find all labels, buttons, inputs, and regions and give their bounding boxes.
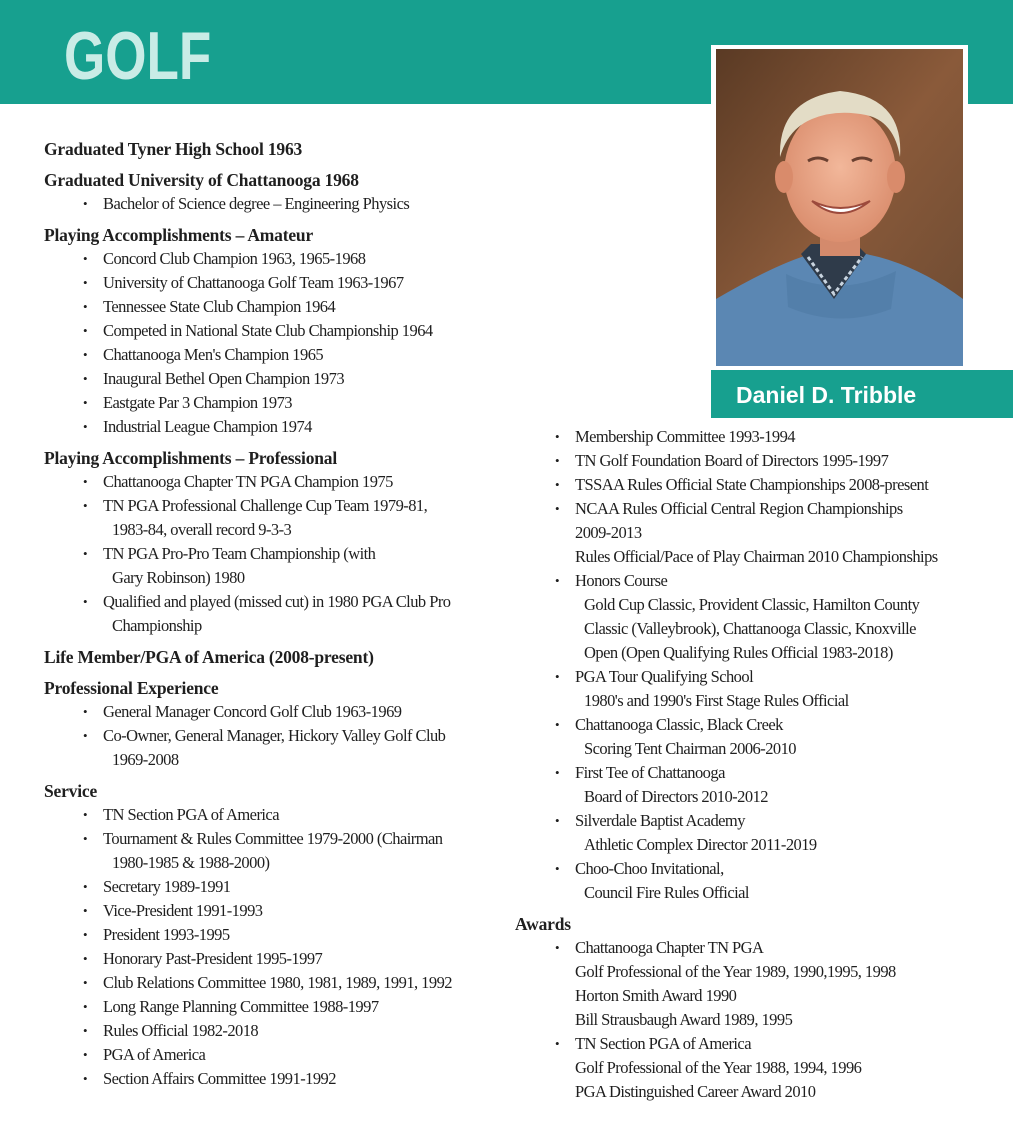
- list-item: [575, 713, 985, 761]
- awards-heading: Awards: [515, 914, 571, 934]
- list-item: [575, 936, 985, 1032]
- education-high-school: Graduated Tyner High School 1963: [44, 139, 303, 159]
- service-continued-list: [515, 425, 985, 905]
- list-item-line: Horton Smith Award 1990: [575, 986, 737, 1005]
- list-item-line: • Silverdale Baptist Academy: [575, 811, 745, 830]
- list-item: [103, 494, 504, 542]
- list-item: • Chattanooga Men's Champion 1965: [103, 343, 504, 367]
- list-item-line: • First Tee of Chattanooga: [575, 763, 725, 782]
- list-item: • Membership Committee 1993-1994: [575, 425, 985, 449]
- list-item: • Vice-President 1991-1993: [103, 899, 504, 923]
- professional-heading: Playing Accomplishments – Professional: [44, 448, 337, 468]
- list-item-line: 2009-2013: [575, 523, 642, 542]
- list-item: • Chattanooga Chapter TN PGA Champion 1975: [103, 470, 504, 494]
- list-item-line: • Chattanooga Chapter TN PGA: [575, 938, 764, 957]
- service-heading: Service: [44, 781, 98, 801]
- education-list: [44, 192, 504, 216]
- right-column: [515, 425, 985, 1104]
- list-item: • President 1993-1995: [103, 923, 504, 947]
- list-item: • Long Range Planning Committee 1988-1997: [103, 995, 504, 1019]
- list-item: • University of Chattanooga Golf Team 1963-1967: [103, 271, 504, 295]
- list-item: • TN Golf Foundation Board of Directors 1995-1997: [575, 449, 985, 473]
- list-item-line: Rules Official/Pace of Play Chairman 2010 Championships: [575, 547, 938, 566]
- list-item-line: • Chattanooga Classic, Black Creek: [575, 715, 783, 734]
- list-item-line: Open (Open Qualifying Rules Official 1983-2018): [584, 643, 893, 662]
- person-name: Daniel D. Tribble: [736, 382, 917, 408]
- list-item-line: Golf Professional of the Year 1988, 1994, 1996: [575, 1058, 862, 1077]
- portrait-photo: [716, 49, 963, 366]
- list-item: • Honorary Past-President 1995-1997: [103, 947, 504, 971]
- list-item: [575, 809, 985, 857]
- list-item-line: 1980-1985 & 1988-2000): [112, 853, 270, 872]
- list-item: [575, 857, 985, 905]
- list-item: [575, 761, 985, 809]
- list-item-line: Bill Strausbaugh Award 1989, 1995: [575, 1010, 793, 1029]
- experience-heading: Professional Experience: [44, 678, 219, 698]
- list-item: [575, 497, 985, 569]
- list-item: [103, 590, 504, 638]
- list-item-line: Council Fire Rules Official: [584, 883, 749, 902]
- professional-list: [44, 470, 504, 638]
- list-item-line: 1983-84, overall record 9-3-3: [112, 520, 292, 539]
- list-item-line: • NCAA Rules Official Central Region Championships: [575, 499, 903, 518]
- list-item: • Secretary 1989-1991: [103, 875, 504, 899]
- list-item: • Industrial League Champion 1974: [103, 415, 504, 439]
- list-item: • Competed in National State Club Championship 1964: [103, 319, 504, 343]
- list-item-line: • Co-Owner, General Manager, Hickory Valley Golf Club: [103, 726, 446, 745]
- left-column: [44, 137, 504, 1091]
- list-item: • Section Affairs Committee 1991-1992: [103, 1067, 504, 1091]
- list-item: [103, 827, 504, 875]
- list-item: [103, 724, 504, 772]
- amateur-list: [44, 247, 504, 439]
- list-item: • Eastgate Par 3 Champion 1973: [103, 391, 504, 415]
- list-item-line: • Qualified and played (missed cut) in 1980 PGA Club Pro: [103, 592, 451, 611]
- name-banner: [711, 370, 1013, 418]
- list-item-line: • Choo-Choo Invitational,: [575, 859, 724, 878]
- list-item: [103, 542, 504, 590]
- list-item-line: Gary Robinson) 1980: [112, 568, 245, 587]
- list-item: [575, 569, 985, 665]
- list-item: [575, 665, 985, 713]
- list-item: • PGA of America: [103, 1043, 504, 1067]
- list-item-line: Golf Professional of the Year 1989, 1990,1995, 1998: [575, 962, 896, 981]
- list-item: • Concord Club Champion 1963, 1965-1968: [103, 247, 504, 271]
- list-item-line: • TN PGA Pro-Pro Team Championship (with: [103, 544, 376, 563]
- list-item-line: • TN Section PGA of America: [575, 1034, 751, 1053]
- list-item: • TSSAA Rules Official State Championships 2008-present: [575, 473, 985, 497]
- list-item-line: Board of Directors 2010-2012: [584, 787, 768, 806]
- list-item: • Rules Official 1982-2018: [103, 1019, 504, 1043]
- list-item: [575, 1032, 985, 1104]
- awards-list: [515, 936, 985, 1104]
- amateur-heading: Playing Accomplishments – Amateur: [44, 225, 314, 245]
- page-title: GOLF: [64, 18, 212, 94]
- list-item: • Inaugural Bethel Open Champion 1973: [103, 367, 504, 391]
- life-member-heading: Life Member/PGA of America (2008-present): [44, 647, 374, 667]
- list-item: • Bachelor of Science degree – Engineering Physics: [103, 192, 504, 216]
- list-item: • Tennessee State Club Champion 1964: [103, 295, 504, 319]
- list-item-line: Scoring Tent Chairman 2006-2010: [584, 739, 797, 758]
- list-item-line: • TN PGA Professional Challenge Cup Team 1979-81,: [103, 496, 428, 515]
- list-item-line: Gold Cup Classic, Provident Classic, Hamilton County: [584, 595, 920, 614]
- list-item-line: PGA Distinguished Career Award 2010: [575, 1082, 816, 1101]
- experience-list: [44, 700, 504, 772]
- list-item-line: Athletic Complex Director 2011-2019: [584, 835, 817, 854]
- education-university: Graduated University of Chattanooga 1968: [44, 170, 359, 190]
- service-list: [44, 803, 504, 1091]
- list-item-line: 1980's and 1990's First Stage Rules Official: [584, 691, 849, 710]
- list-item: • Club Relations Committee 1980, 1981, 1989, 1991, 1992: [103, 971, 504, 995]
- portrait-frame: [711, 45, 968, 368]
- list-item-line: • Honors Course: [575, 571, 668, 590]
- list-item-line: Classic (Valleybrook), Chattanooga Classic, Knoxville: [584, 619, 916, 638]
- list-item-line: 1969-2008: [112, 750, 179, 769]
- list-item: • General Manager Concord Golf Club 1963-1969: [103, 700, 504, 724]
- list-item: • TN Section PGA of America: [103, 803, 504, 827]
- list-item-line: Championship: [112, 616, 202, 635]
- list-item-line: • PGA Tour Qualifying School: [575, 667, 754, 686]
- list-item-line: • Tournament & Rules Committee 1979-2000 (Chairman: [103, 829, 443, 848]
